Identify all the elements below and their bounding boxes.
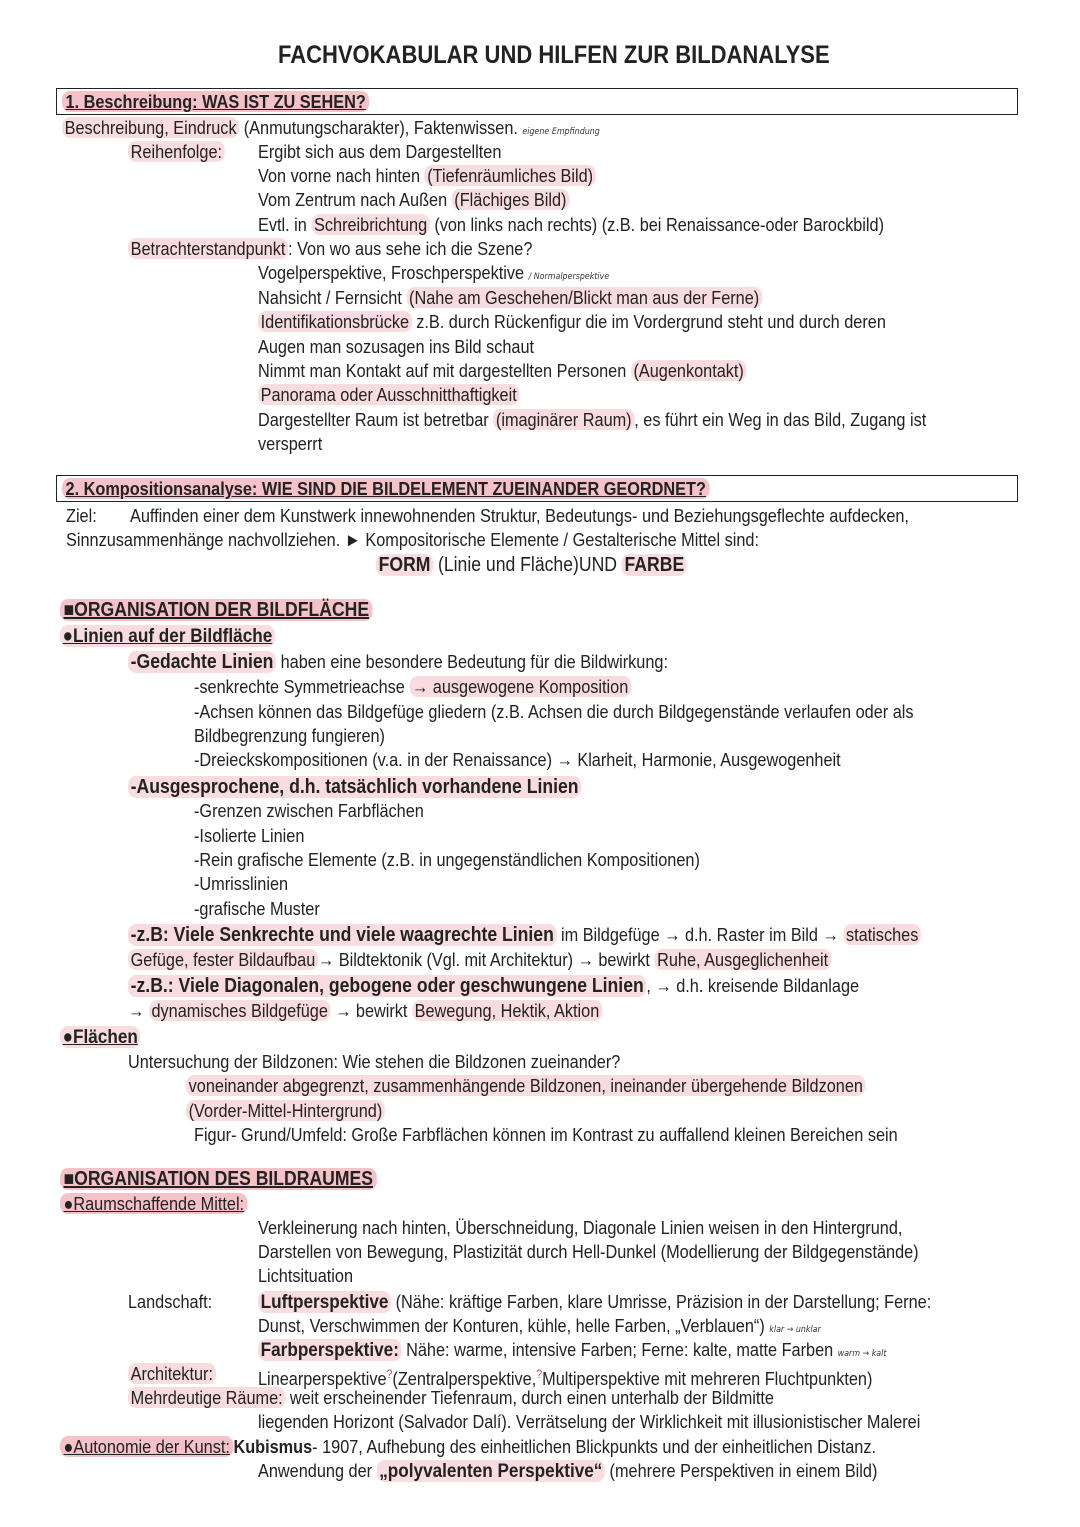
- z-line-2: Gefüge, fester Bildaufbau → Bildtektonik (Vgl. mit Architektur) → bewirkt Ruhe, Ausgeglichenheit: [128, 948, 831, 972]
- z-line-3: -z.B.: Viele Diagonalen, gebogene oder geschwungene Linien , → d.h. kreisende Bildanlage: [128, 974, 859, 998]
- b-line-5: Nimmt man Kontakt auf mit dargestellten Personen (Augenkontakt): [258, 359, 746, 383]
- ausgesprochene-linien: -Ausgesprochene, d.h. tatsächlich vorhandene Linien: [128, 775, 581, 799]
- r-line-2: Darstellen von Bewegung, Plastizität durch Hell-Dunkel (Modellierung der Bildgegenstände): [258, 1241, 919, 1262]
- flaechen-heading: ●Flächen: [60, 1025, 140, 1049]
- ziel-text: Auffinden einer dem Kunstwerk innewohnenden Struktur, Bedeutungs- und Beziehungsgeflechte aufdecken,: [130, 505, 909, 526]
- b-line-8: versperrt: [258, 433, 323, 454]
- l-line-1: Luftperspektive (Nähe: kräftige Farben, klare Umrisse, Präzision in der Darstellung; Ferne:: [258, 1290, 931, 1314]
- autonomie-line: ●Autonomie der Kunst: Kubismus- 1907, Aufhebung des einheitlichen Blickpunkts und der einheitlichen Distanz.: [60, 1435, 876, 1459]
- g-line-3: Bildbegrenzung fungieren): [194, 725, 385, 746]
- landschaft-label: Landschaft:: [128, 1291, 213, 1312]
- handwritten-note: klar → unklar: [769, 1325, 821, 1335]
- g-line-2: -Achsen können das Bildgefüge gliedern (z.B. Achsen die durch Bildgegenstände verlaufen oder als: [194, 701, 914, 722]
- page-title: FACHVOKABULAR UND HILFEN ZUR BILDANALYSE: [278, 41, 830, 69]
- r-line-1: Verkleinerung nach hinten, Überschneidung, Diagonale Linien weisen in den Hintergrund,: [258, 1217, 903, 1238]
- b-line-4: Augen man sozusagen ins Bild schaut: [258, 336, 535, 357]
- ziel-label: Ziel:: [66, 505, 97, 526]
- b-line-3: Identifikationsbrücke z.B. durch Rückenfigur die im Vordergrund steht und durch deren: [258, 310, 886, 334]
- reihenfolge-label: Reihenfolge:: [128, 140, 225, 164]
- bildraum-heading: ■ORGANISATION DES BILDRAUMES: [60, 1167, 377, 1191]
- a-line-2: -Isolierte Linien: [194, 825, 305, 846]
- b-line-2: Nahsicht / Fernsicht (Nahe am Geschehen/Blickt man aus der Ferne): [258, 286, 762, 310]
- f-line-3: (Vorder-Mittel-Hintergrund): [186, 1099, 385, 1123]
- handwritten-note: warm → kalt: [837, 1349, 887, 1359]
- autonomie-line-2: Anwendung der „polyvalenten Perspektive“ (mehrere Perspektiven in einem Bild): [258, 1460, 878, 1482]
- md-line-1: Mehrdeutige Räume: weit erscheinender Tiefenraum, durch einen unterhalb der Bildmitte: [128, 1386, 774, 1410]
- linien-heading: ●Linien auf der Bildfläche: [60, 624, 275, 648]
- g-line-1: -senkrechte Symmetrieachse → ausgewogene Komposition: [194, 675, 631, 699]
- f-line-4: Figur- Grund/Umfeld: Große Farbflächen können im Kontrast zu auffallend kleinen Bereichen sein: [194, 1124, 898, 1145]
- reihenfolge-4: Evtl. in Schreibrichtung (von links nach rechts) (z.B. bei Renaissance-oder Barockbild): [258, 214, 885, 235]
- form-farbe: FORM (Linie und Fläche)UND FARBE: [376, 553, 687, 577]
- handwritten-note: eigene Empfindung: [522, 127, 600, 137]
- reihenfolge-2: Von vorne nach hinten (Tiefenräumliches Bild): [258, 164, 596, 188]
- a-line-1: -Grenzen zwischen Farbflächen: [194, 800, 424, 821]
- a-line-4: -Umrisslinien: [194, 873, 289, 894]
- g-line-4: -Dreieckskompositionen (v.a. in der Renaissance) → Klarheit, Harmonie, Ausgewogenheit: [194, 749, 841, 770]
- md-line-2: liegenden Horizont (Salvador Dalí). Verrätselung der Wirklichkeit mit illusionistischer Malerei: [258, 1411, 921, 1432]
- raumschaffende-heading: ●Raumschaffende Mittel:: [60, 1192, 248, 1216]
- f-line-1: Untersuchung der Bildzonen: Wie stehen die Bildzonen zueinander?: [128, 1051, 621, 1072]
- section-2-heading: 2. Kompositionsanalyse: WIE SIND DIE BILDELEMENT ZUEINANDER GEORDNET?: [62, 477, 709, 501]
- b-line-1: Vogelperspektive, Froschperspektive / Normalperspektive: [258, 262, 610, 283]
- gedachte-linien: -Gedachte Linien haben eine besondere Bedeutung für die Bildwirkung:: [128, 650, 668, 674]
- section-1-heading: 1. Beschreibung: WAS IST ZU SEHEN?: [62, 90, 369, 114]
- reihenfolge-1: Ergibt sich aus dem Dargestellten: [258, 141, 502, 162]
- arch-line: Linearperspektive?(Zentralperspektive,?Multiperspektive mit mehreren Fluchtpunkten): [258, 1367, 873, 1390]
- b-line-7: Dargestellter Raum ist betretbar (imaginärer Raum) , es führt ein Weg in das Bild, Zugang ist: [258, 409, 927, 430]
- reihenfolge-3: Vom Zentrum nach Außen (Flächiges Bild): [258, 188, 569, 212]
- architektur-label: Architektur:: [128, 1362, 216, 1386]
- ziel-text-2: Sinnzusammenhänge nachvollziehen. ► Kompositorische Elemente / Gestalterische Mittel sind:: [66, 529, 759, 550]
- r-line-3: Lichtsituation: [258, 1265, 354, 1286]
- l-line-3: Farbperspektive: Nähe: warme, intensive Farben; Ferne: kalte, matte Farben warm → kalt: [258, 1338, 886, 1366]
- s1-intro: Beschreibung, Eindruck (Anmutungscharakter), Faktenwissen. eigene Empfindung: [62, 116, 600, 144]
- f-line-2: voneinander abgegrenzt, zusammenhängende Bildzonen, ineinander übergehende Bildzonen: [186, 1074, 866, 1098]
- bildflaeche-heading: ■ORGANISATION DER BILDFLÄCHE: [60, 598, 373, 622]
- z-line-1: -z.B: Viele Senkrechte und viele waagrechte Linien im Bildgefüge → d.h. Raster im Bild → statisches: [128, 923, 921, 947]
- handwritten-note: / Normalperspektive: [528, 272, 610, 282]
- b-line-6: Panorama oder Ausschnitthaftigkeit: [258, 383, 519, 407]
- betrachterstandpunkt: Betrachterstandpunkt : Von wo aus sehe ich die Szene?: [128, 237, 532, 261]
- a-line-5: -grafische Muster: [194, 898, 320, 919]
- z-line-4: → dynamisches Bildgefüge → bewirkt Bewegung, Hektik, Aktion: [128, 999, 602, 1023]
- a-line-3: -Rein grafische Elemente (z.B. in ungegenständlichen Kompositionen): [194, 849, 700, 870]
- l-line-2: Dunst, Verschwimmen der Konturen, kühle, helle Farben, „Verblauen“) klar → unklar: [258, 1315, 821, 1336]
